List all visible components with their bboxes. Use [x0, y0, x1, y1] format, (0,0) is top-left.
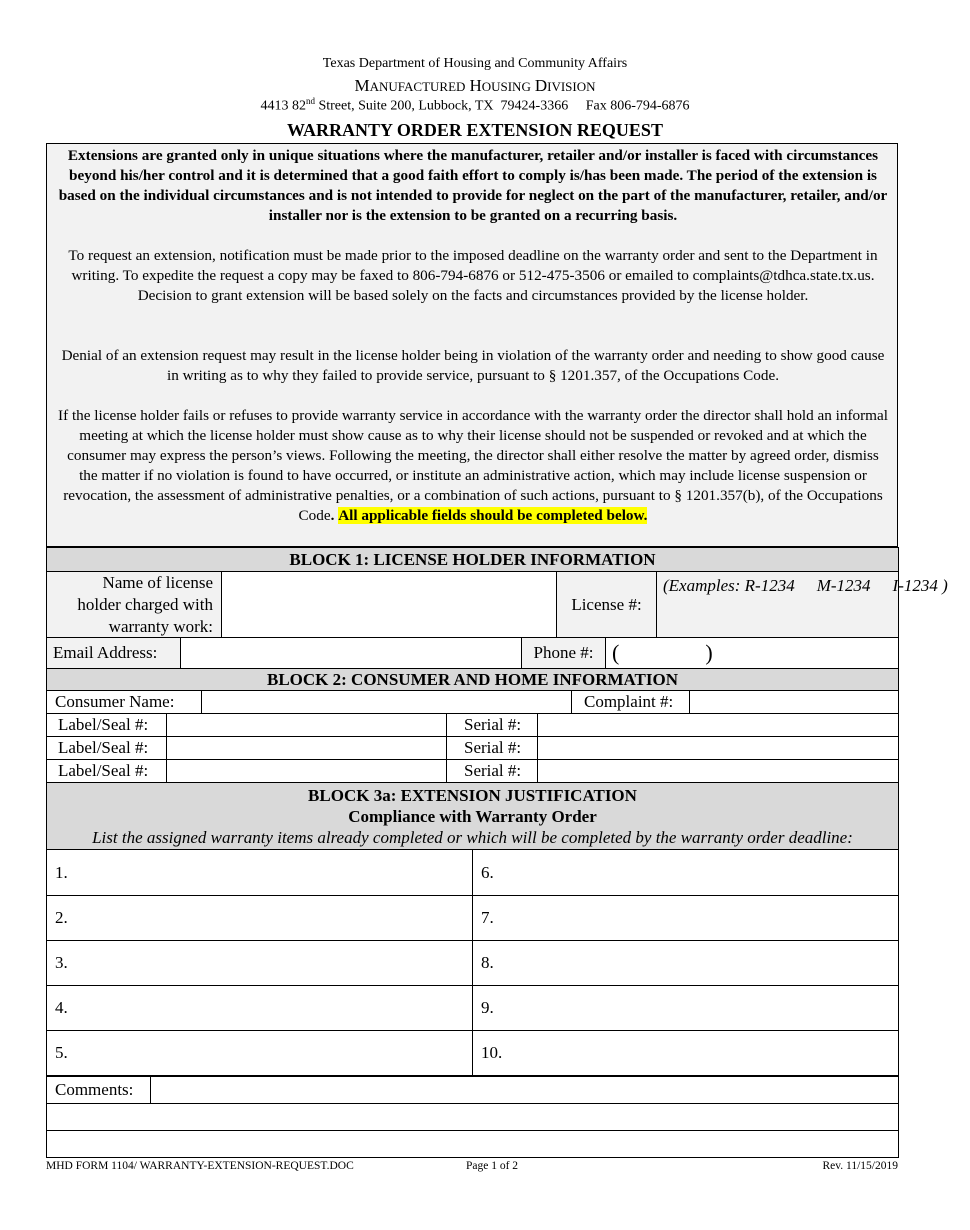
form-id: MHD FORM 1104/ WARRANTY-EXTENSION-REQUEST.DOC — [46, 1160, 354, 1172]
serial-label-3: Serial #: — [447, 760, 538, 783]
warranty-item-3[interactable]: 3. — [47, 941, 473, 986]
serial-label-2: Serial #: — [447, 737, 538, 760]
label-seal-label-3: Label/Seal #: — [47, 760, 167, 783]
consumer-name-field[interactable] — [202, 691, 572, 714]
label-seal-field-3[interactable] — [167, 760, 447, 783]
email-label: Email Address: — [47, 638, 181, 669]
comments-label: Comments: — [47, 1077, 151, 1104]
serial-field-3[interactable] — [538, 760, 899, 783]
block1-contact-table — [46, 637, 899, 669]
license-examples-note: (Examples: R-1234 — [663, 576, 795, 595]
serial-field-1[interactable] — [538, 714, 899, 737]
warranty-item-4[interactable]: 4. — [47, 986, 473, 1031]
agency-name: Texas Department of Housing and Community Affairs — [322, 56, 628, 71]
block3a-heading-cell — [47, 783, 899, 850]
warranty-item-2[interactable]: 2. — [47, 896, 473, 941]
comments-table — [46, 1076, 899, 1158]
required-fields-note: All applicable fields should be completed below. — [338, 507, 648, 524]
intro-paragraph-4: If the license holder fails or refuses to provide warranty service in accordance with the warranty order the director shall hold an informal meeting at which the license holder must show cause as to why their license should not be suspended or revoked and at which the consumer may express the person’s views. Following the meeting, the director shall either resolve the matter by agreed order, dismiss the matter if no violation is found to have occurred, or institute an administrative action, which may include license suspension or revocation, the assessment of administrative penalties, or a combination of such actions, pursuant to § 1201.357(b), of the Occupations Code. All applicable fields should be completed below. — [58, 407, 888, 524]
label-seal-label-2: Label/Seal #: — [47, 737, 167, 760]
comments-field-line-1[interactable] — [151, 1077, 899, 1104]
license-holder-name-label: Name of license holder charged with warranty work: — [47, 572, 222, 639]
phone-label: Phone #: — [522, 638, 606, 669]
revision-date: Rev. 11/15/2019 — [822, 1160, 898, 1172]
block3a-subheading: Compliance with Warranty Order — [348, 806, 597, 826]
page-number: Page 1 of 2 — [466, 1160, 519, 1172]
block1-heading: BLOCK 1: LICENSE HOLDER INFORMATION — [47, 548, 899, 572]
consumer-name-label: Consumer Name: — [47, 691, 202, 714]
intro-paragraph-3: Denial of an extension request may result in the license holder being in violation of the warranty order and needing to show good cause in writing as to why they failed to provide service, pursuant to § 1201.357, of the Occupations Code. — [61, 347, 885, 384]
license-number-field[interactable]: (Examples: R-1234 M-1234 I-1234 ) — [657, 572, 899, 639]
label-seal-field-1[interactable] — [167, 714, 447, 737]
warranty-item-8[interactable]: 8. — [473, 941, 899, 986]
comments-field-line-3[interactable] — [47, 1131, 899, 1158]
complaint-number-label: Complaint #: — [572, 691, 690, 714]
form-title: WARRANTY ORDER EXTENSION REQUEST — [287, 120, 663, 140]
warranty-item-1[interactable]: 1. — [47, 850, 473, 896]
warranty-item-10[interactable]: 10. — [473, 1031, 899, 1076]
block1-table — [46, 547, 948, 639]
block3a-heading: BLOCK 3a: EXTENSION JUSTIFICATION — [308, 785, 637, 805]
label-seal-field-2[interactable] — [167, 737, 447, 760]
label-seal-label-1: Label/Seal #: — [47, 714, 167, 737]
block3a-instruction: List the assigned warranty items already completed or which will be completed by the warranty order deadline: — [92, 827, 853, 847]
warranty-item-6[interactable]: 6. — [473, 850, 899, 896]
block3a-table — [46, 782, 899, 1076]
block2-seal-table — [46, 713, 899, 783]
block2-heading: BLOCK 2: CONSUMER AND HOME INFORMATION — [47, 669, 899, 691]
warranty-item-9[interactable]: 9. — [473, 986, 899, 1031]
complaint-number-field[interactable] — [690, 691, 899, 714]
license-holder-name-field[interactable] — [222, 572, 557, 639]
email-field[interactable] — [181, 638, 522, 669]
intro-paragraph-2: To request an extension, notification must be made prior to the imposed deadline on the warranty order and sent to the Department in writing. To expedite the request a copy may be faxed to 806-794-6876 or 512-475-3506 or emailed to complaints@tdhca.state.tx.us. Decision to grant extension will be based solely on the facts and circumstances provided by the license holder. — [68, 247, 878, 304]
block2-table — [46, 668, 899, 714]
comments-field-line-2[interactable] — [47, 1104, 899, 1131]
intro-box — [46, 143, 898, 547]
warranty-item-7[interactable]: 7. — [473, 896, 899, 941]
intro-paragraph-1: Extensions are granted only in unique situations where the manufacturer, retailer and/or installer is faced with circumstances beyond his/her control and it is determined that a good faith effort to comply is/has been made. The period of the extension is based on the individual circumstances and is not intended to provide for neglect on the part of the manufacturer, retailer, and/or installer nor is the extension to be granted on a recurring basis. — [58, 147, 888, 224]
warranty-item-5[interactable]: 5. — [47, 1031, 473, 1076]
serial-field-2[interactable] — [538, 737, 899, 760]
phone-field[interactable]: ( ) — [606, 638, 899, 669]
agency-address: 4413 82nd Street, Suite 200, Lubbock, TX 79424-3366 Fax 806-794-6876 — [260, 96, 690, 114]
license-number-label: License #: — [557, 572, 657, 639]
division-name: MANUFACTURED HOUSING DIVISION — [354, 76, 596, 95]
serial-label-1: Serial #: — [447, 714, 538, 737]
